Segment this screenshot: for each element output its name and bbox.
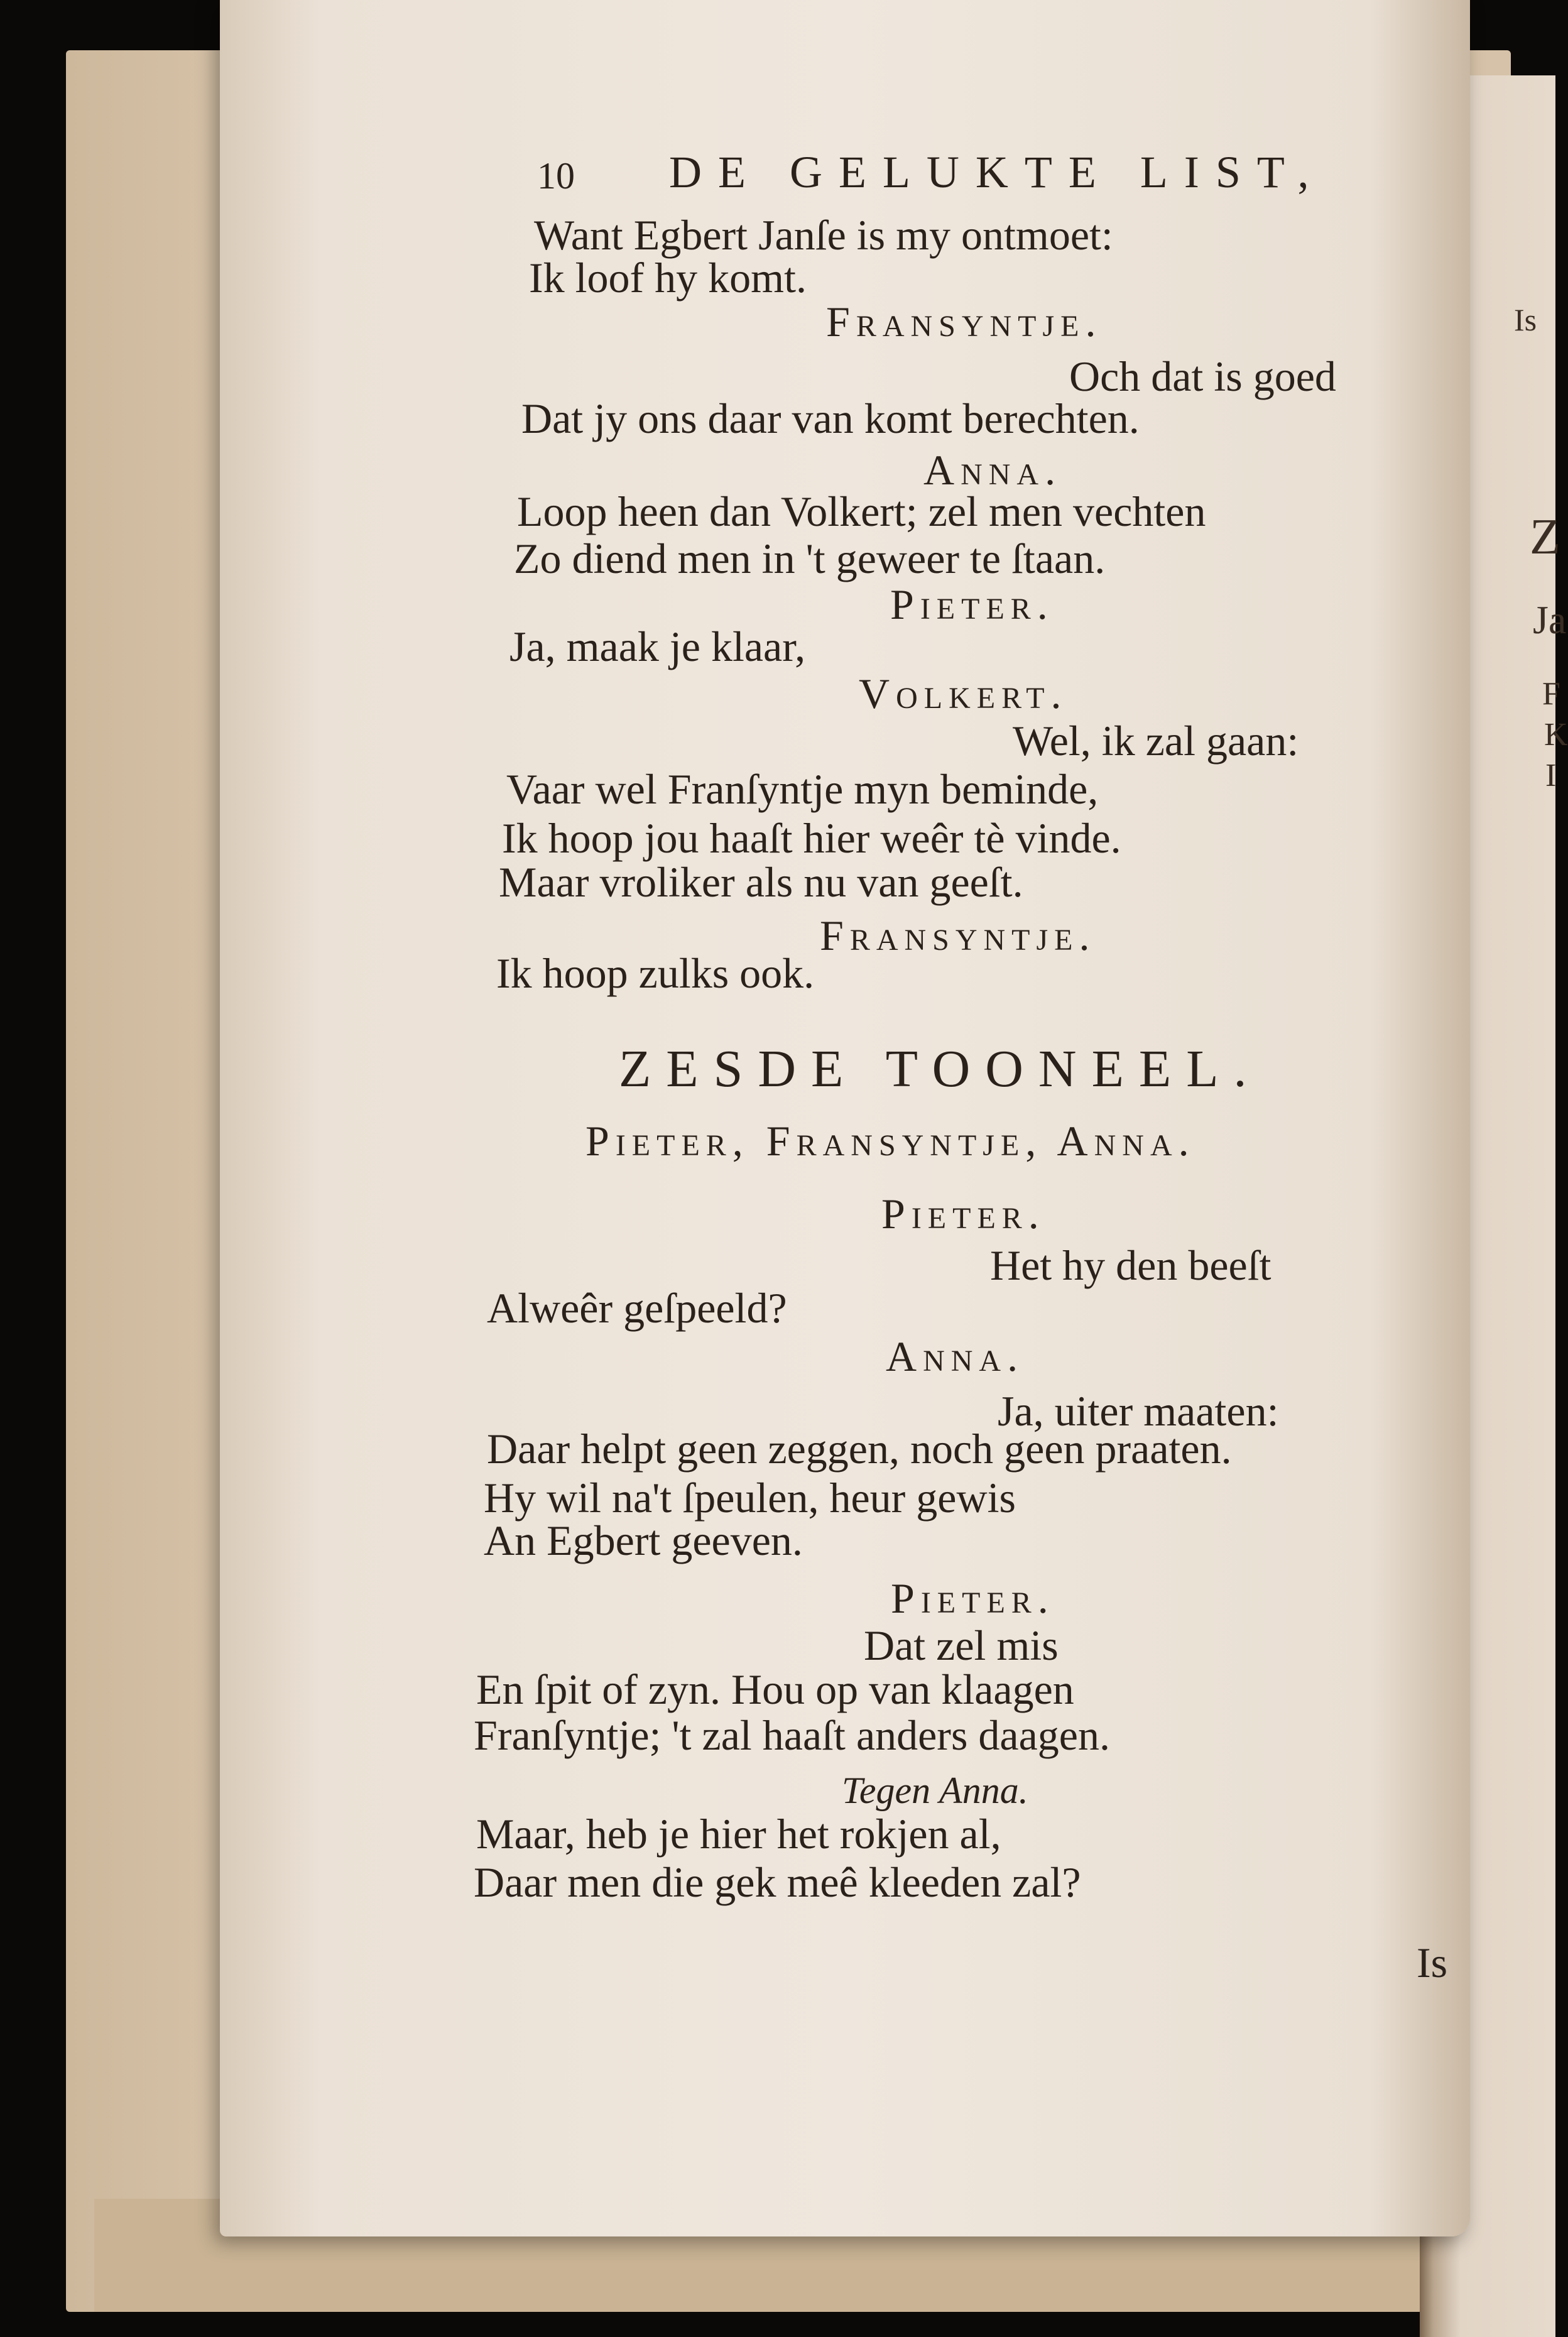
verse-line: Maar vroliker als nu van geeſt. [499, 858, 1023, 906]
verse-line: Zo diend men in 't geweer te ſtaan. [514, 535, 1106, 582]
verse-line: Franſyntje; 't zal haaſt anders daagen. [474, 1711, 1110, 1759]
scene-characters: Pieter, Fransyntje, Anna. [585, 1117, 1195, 1165]
page-number: 10 [537, 155, 575, 197]
speaker-name: Fransyntje. [826, 298, 1102, 346]
speaker-name: Pieter. [881, 1190, 1045, 1238]
verse-line: Alweêr geſpeeld? [487, 1284, 787, 1332]
speaker-name: Pieter. [890, 580, 1054, 628]
scene-title: ZESDE TOONEEL. [619, 1040, 1262, 1098]
verse-line: Ja, uiter maaten: [998, 1387, 1279, 1435]
verse-line: Want Egbert Janſe is my ontmoet: [534, 211, 1113, 259]
verse-line: Och dat is goed [1069, 352, 1336, 400]
verse-line: Dat zel mis [864, 1621, 1059, 1669]
catchword: Is [1417, 1939, 1448, 1986]
facing-fragment: Z [1530, 509, 1560, 565]
facing-fragment: Is [1514, 302, 1537, 337]
verse-line: Daar helpt geen zeggen, noch geen praaten. [487, 1425, 1232, 1473]
book-page [220, 0, 1470, 2236]
verse-line: Wel, ik zal gaan: [1013, 717, 1299, 765]
speaker-name: Volkert. [859, 670, 1068, 717]
verse-line: An Egbert geeven. [484, 1517, 803, 1564]
verse-line: Ik hoop zulks ook. [496, 949, 815, 997]
verse-line: Dat jy ons daar van komt berechten. [521, 395, 1140, 442]
verse-line: Ik hoop jou haaſt hier weêr tè vinde. [502, 814, 1121, 862]
verse-line: Maar, heb je hier het rokjen al, [476, 1810, 1001, 1858]
verse-line: Daar men die gek meê kleeden zal? [474, 1858, 1081, 1906]
facing-fragment: F [1542, 676, 1560, 712]
stage-direction: Tegen Anna. [842, 1770, 1028, 1811]
verse-line: Het hy den beeſt [990, 1241, 1271, 1289]
facing-fragment: Ja [1533, 597, 1567, 642]
facing-fragment: I [1545, 758, 1557, 793]
speaker-name: Fransyntje. [820, 912, 1096, 959]
running-head: DE GELUKTE LIST, [669, 147, 1326, 197]
verse-line: Loop heen dan Volkert; zel men vechten [517, 488, 1206, 535]
speaker-name: Anna. [923, 446, 1062, 494]
verse-line: Vaar wel Franſyntje myn beminde, [506, 765, 1099, 813]
verse-line: Ja, maak je klaar, [509, 623, 806, 670]
speaker-name: Pieter. [891, 1574, 1055, 1622]
speaker-name: Anna. [886, 1332, 1025, 1380]
verse-line: Hy wil na't ſpeulen, heur gewis [484, 1474, 1016, 1522]
verse-line: En ſpit of zyn. Hou op van klaagen [476, 1665, 1074, 1713]
verse-line: Ik loof hy komt. [529, 254, 807, 302]
facing-fragment: K [1544, 717, 1568, 753]
